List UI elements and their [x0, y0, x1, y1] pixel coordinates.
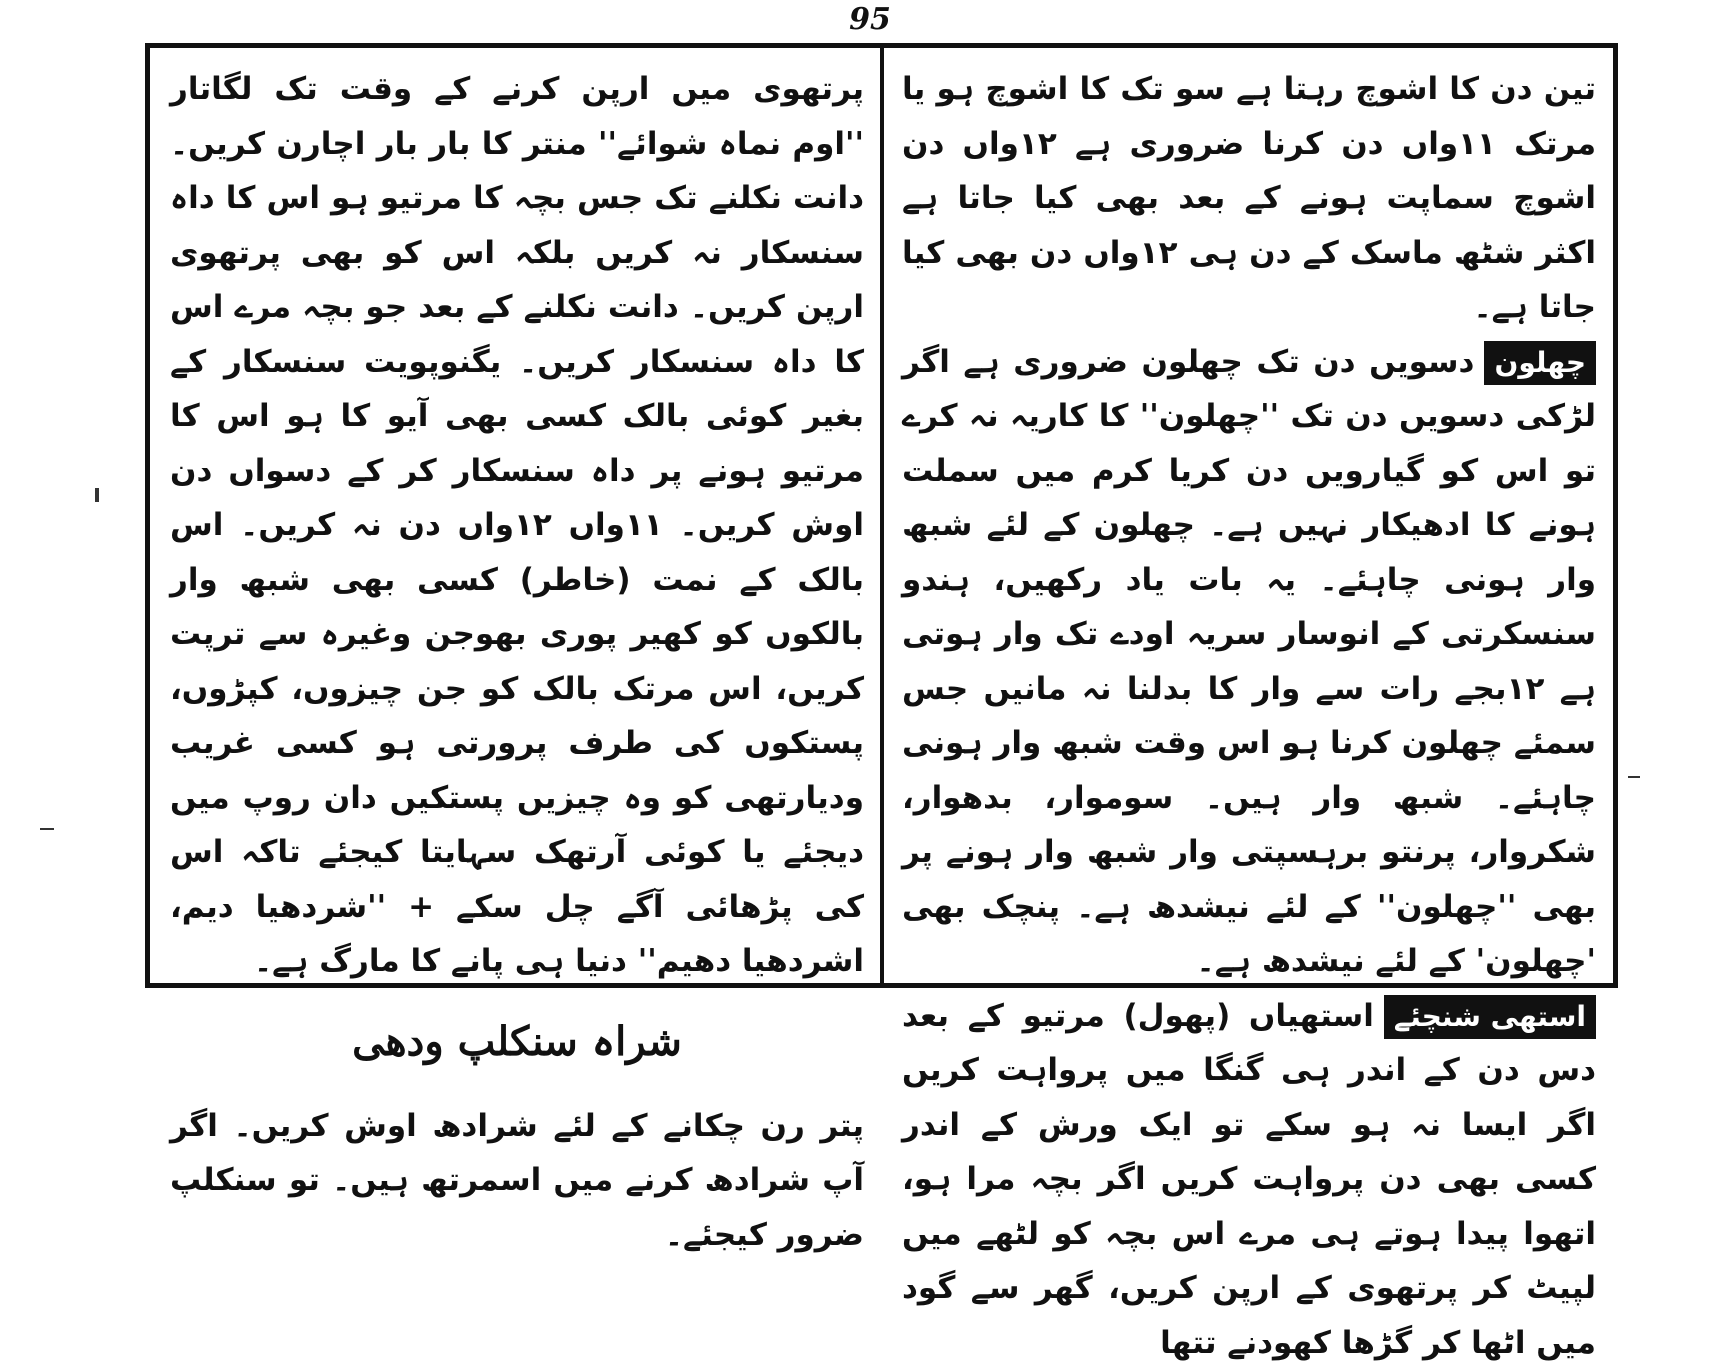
margin-mark	[40, 828, 54, 830]
paragraph-chhalon	[902, 335, 1596, 989]
paragraph-asthi-text: استھیاں (پھول) مرتیو کے بعد دس دن کے اندر ہی گنگا میں پرواہت کریں اگر ایسا نہ ہو سکے تو ایک ورش کے اندر کسی بھی دن پرواہت کریں اگر بچہ مرا ہو، اتھوا پیدا ہوتے ہی مرے اس بچہ کو لٹھے میں لپیٹ کر پرتھوی کے ارپن کریں، گھر سے گود میں اٹھا کر گڑھا کھودنے تتھا	[902, 998, 1596, 1361]
tag-asthi: استھی شنچئے	[1384, 995, 1596, 1039]
margin-mark	[95, 488, 99, 502]
right-column	[892, 62, 1604, 962]
page-number: 95	[840, 2, 900, 38]
column-divider	[880, 43, 884, 988]
paragraph-asthi	[902, 989, 1596, 1370]
section-heading: شراہ سنکلپ ودھی	[170, 1007, 864, 1077]
paragraph-burial: پرتھوی میں ارپن کرنے کے وقت تک لگاتار ''اوم نماہ شوائے'' منتر کا بار بار اچارن کریں۔ دانت نکلنے تک جس بچہ کا مرتیو ہو اس کا داہ سنسکار نہ کریں بلکہ اس کو بھی پرتھوی ارپن کریں۔ دانت نکلنے کے بعد جو بچہ مرے اس کا داہ سنسکار کریں۔ یگنوپویت سنسکار کے بغیر کوئی بالک کسی بھی آیو کا ہو اس کا مرتیو ہونے پر داہ سنسکار کر کے دسواں دن اوش کریں۔ ۱۱واں ۱۲واں دن نہ کریں۔ اس بالک کے نمت (خاطر) کسی بھی شبھ وار بالکوں کو کھیر پوری بھوجن وغیرہ سے ترپت کریں، اس مرتک بالک کو جن چیزوں، کپڑوں، پستکوں کی طرف پرورتی ہو کسی غریب ودیارتھی کو وہ چیزیں پستکیں دان روپ میں دیجئے یا کوئی آرتھک سہایتا کیجئے تاکہ اس کی پڑھائی آگے چل سکے + ''شردھیا دیم، اشردھیا دھیم'' دنیا ہی پانے کا مارگ ہے۔	[170, 62, 864, 989]
margin-mark	[1628, 776, 1640, 778]
paragraph-chhalon-text: دسویں دن تک چھلون ضروری ہے اگر لڑکی دسویں دن تک ''چھلون'' کا کاریہ نہ کرے تو اس کو گیارویں دن کریا کرم میں سملت ہونے کا ادھیکار نہیں ہے۔ چھلون کے لئے شبھ وار ہونی چاہئے۔ یہ بات یاد رکھیں، ہندو سنسکرتی کے انوسار سریہ اودے تک وار ہوتی ہے ۱۲بجے رات سے وار کا بدلنا نہ مانیں جس سمئے چھلون کرنا ہو اس وقت شبھ وار ہونی چاہئے۔ شبھ وار ہیں۔ سوموار، بدھوار، شکروار، پرنتو برہسپتی وار شبھ وار ہونے پر بھی ''چھلون'' کے لئے نیشدھ ہے۔ پنچک بھی 'چھلون' کے لئے نیشدھ ہے۔	[902, 344, 1596, 980]
left-column	[160, 62, 872, 962]
paragraph-ashauch: تین دن کا اشوچ رہتا ہے سو تک کا اشوچ ہو یا مرتک ۱۱واں دن کرنا ضروری ہے ۱۲واں دن اشوچ سماپت ہونے کے بعد بھی کیا جاتا ہے اکثر شٹھ ماسک کے دن ہی ۱۲واں دن بھی کیا جاتا ہے۔	[902, 62, 1596, 335]
tag-chhalon: چھلون	[1484, 341, 1596, 385]
paragraph-shraddh: پتر رن چکانے کے لئے شرادھ اوش کریں۔ اگر آپ شرادھ کرنے میں اسمرتھ ہیں۔ تو سنکلپ ضرور کیجئے۔	[170, 1099, 864, 1263]
